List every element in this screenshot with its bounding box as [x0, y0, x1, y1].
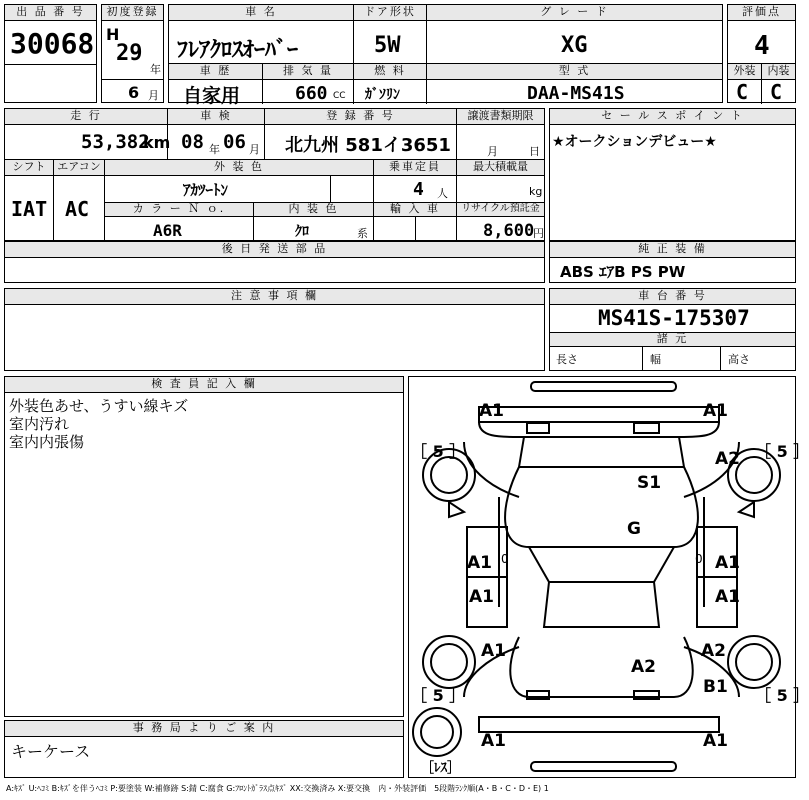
exterior-grade: C	[736, 80, 749, 104]
spare-tire-label: ［ﾚｽ］	[421, 761, 461, 776]
max-load-unit: kg	[529, 185, 543, 198]
later-parts-header: 後 日 発 送 部 品	[5, 242, 544, 258]
sales-point-header: セ ー ル ス ポ イ ン ト	[550, 109, 795, 125]
score-header: 評価点	[728, 5, 795, 21]
score-box	[727, 4, 796, 103]
spec-length: 長さ	[556, 353, 578, 366]
tire-right-front: ［ 5 ］	[755, 442, 809, 461]
history-header: 車 歴	[169, 64, 262, 80]
grade-header: グ レ ー ド	[427, 5, 722, 21]
inspection-month-unit: 月	[249, 143, 260, 156]
era-letter: H	[106, 25, 120, 44]
color-no-header: カ ラ ー Ｎ ｏ.	[105, 203, 253, 217]
inspection-header: 車 検	[168, 109, 264, 125]
inspection-year-unit: 年	[209, 143, 220, 156]
exterior-header: 外装	[728, 64, 761, 80]
capacity-value: 4	[413, 179, 424, 200]
damage-mark: A2	[701, 641, 726, 661]
deadline-day-unit: 日	[529, 145, 540, 158]
damage-mark: A1	[479, 401, 504, 421]
capacity-header: 乗車定員	[374, 160, 456, 176]
lot-number: 30068	[10, 27, 95, 60]
interior-grade: C	[770, 80, 783, 104]
shift-header: シフト	[5, 160, 53, 176]
caution-box	[4, 288, 545, 371]
inspector-note: 外装色あせ、うすい線キズ	[9, 397, 189, 415]
grade-value: XG	[561, 33, 588, 58]
damage-mark: A1	[481, 641, 506, 661]
damage-mark: A1	[715, 587, 740, 607]
legend-text: A:ｷｽﾞ U:ﾍｺﾐ B:ｷｽﾞを伴うﾍｺﾐ P:要塗装 W:補修跡 S:錆 C:腐食 G:ﾌﾛﾝﾄｶﾞﾗｽ点ｷｽﾞ XX:交換済み X:要交換 内・外装評価 5段階ﾗﾝｸ順(A・B・C・D・E) 1	[6, 784, 549, 793]
shift-value: IAT	[11, 197, 48, 221]
damage-mark: A1	[715, 553, 740, 573]
damage-mark: A1	[469, 587, 494, 607]
aircon-value: AC	[65, 197, 90, 221]
car-name: ﾌﾚｱｸﾛｽｵｰﾊﾞｰ	[177, 38, 299, 63]
damage-mark: A1	[481, 731, 506, 751]
tire-right-rear: ［ 5 ］	[755, 686, 809, 705]
lot-no-header: 出 品 番 号	[5, 5, 96, 21]
chassis-number: MS41S-175307	[598, 306, 750, 330]
door-type: 5W	[374, 33, 401, 58]
damage-mark: A2	[631, 657, 656, 677]
office-box	[4, 720, 404, 778]
displacement-unit: CC	[333, 91, 346, 101]
genuine-equipment: ABS ｴｱB PS PW	[560, 263, 686, 281]
color-no-value: A6R	[153, 221, 182, 240]
int-color-header: 内 装 色	[254, 203, 373, 217]
import-header: 輸 入 車	[374, 203, 456, 217]
spec-width: 幅	[650, 353, 661, 366]
int-color-value: ｸﾛ	[295, 224, 309, 240]
tire-left-rear: ［ 5 ］	[411, 686, 466, 705]
year-unit: 年	[150, 63, 161, 76]
month-unit: 月	[148, 89, 159, 102]
lot-no-box	[4, 4, 97, 103]
sales-point-box	[549, 108, 796, 241]
car-diagram	[408, 376, 809, 778]
ext-color-value: ｱｶﾂｰﾄﾝ	[183, 181, 229, 199]
car-outline-svg	[409, 377, 795, 777]
mileage-value: 53,382	[81, 131, 150, 153]
damage-mark: A1	[703, 731, 728, 751]
plate-header: 登 録 番 号	[265, 109, 456, 125]
caution-header: 注 意 事 項 欄	[5, 289, 544, 305]
interior-header: 内装	[762, 64, 795, 80]
office-note: キーケース	[11, 742, 91, 761]
damage-mark: B1	[703, 677, 728, 697]
deadline-header: 譲渡書類期限	[457, 109, 544, 125]
reg-year: 29	[116, 41, 143, 66]
sales-point-text: ★オークションデビュー★	[552, 134, 717, 150]
mileage-unit: km	[143, 133, 171, 152]
model-code: DAA-MS41S	[527, 83, 625, 104]
chassis-box	[549, 288, 796, 371]
deadline-month-unit: 月	[487, 145, 498, 158]
capacity-unit: 人	[437, 187, 448, 200]
genuine-header: 純 正 装 備	[550, 242, 795, 258]
recycle-header: リサイクル預託金	[457, 203, 544, 217]
car-name-header: 車 名	[169, 5, 353, 21]
office-header: 事 務 局 よ り ご 案 内	[5, 721, 403, 737]
fuel-value: ｶﾞｿﾘﾝ	[365, 87, 400, 103]
reg-month: 6	[128, 83, 140, 102]
inspector-note: 室内内張傷	[9, 433, 85, 451]
damage-mark: G	[627, 519, 641, 539]
chassis-header: 車 台 番 号	[550, 289, 795, 305]
damage-mark: A1	[467, 553, 492, 573]
recycle-unit: 円	[533, 227, 544, 240]
damage-mark: A2	[715, 449, 740, 469]
door-header: ドア形状	[354, 5, 426, 21]
damage-mark: 0	[695, 552, 703, 566]
inspection-month: 06	[223, 131, 246, 153]
car-info-box	[168, 4, 723, 107]
model-header: 型 式	[427, 64, 722, 80]
inspector-header: 検 査 員 記 入 欄	[5, 377, 403, 393]
plate-number: 北九州 581イ3651	[285, 135, 451, 156]
displacement-value: 660	[295, 83, 328, 104]
tire-left-front: ［ 5 ］	[411, 442, 466, 461]
first-reg-box	[101, 4, 164, 103]
spec-height: 高さ	[728, 353, 750, 366]
inspector-box	[4, 376, 404, 717]
overall-score: 4	[754, 31, 770, 61]
max-load-header: 最大積載量	[457, 160, 544, 176]
damage-mark: A1	[703, 401, 728, 421]
inspection-year: 08	[181, 131, 204, 153]
vehicle-history: 自家用	[183, 85, 241, 107]
later-parts-box	[4, 241, 545, 283]
details-box	[4, 108, 545, 241]
genuine-box	[549, 241, 796, 283]
int-color-suffix: 系	[357, 227, 368, 240]
displacement-header: 排 気 量	[263, 64, 353, 80]
ext-color-header: 外 装 色	[105, 160, 373, 176]
aircon-header: エアコン	[54, 160, 104, 176]
recycle-value: 8,600	[483, 221, 535, 241]
fuel-header: 燃 料	[354, 64, 426, 80]
specs-header: 諸 元	[550, 333, 795, 347]
mileage-header: 走 行	[5, 109, 167, 125]
first-reg-header: 初度登録	[102, 5, 163, 21]
damage-mark: 0	[501, 552, 509, 566]
damage-mark: S1	[637, 473, 662, 493]
inspector-note: 室内汚れ	[9, 415, 70, 433]
